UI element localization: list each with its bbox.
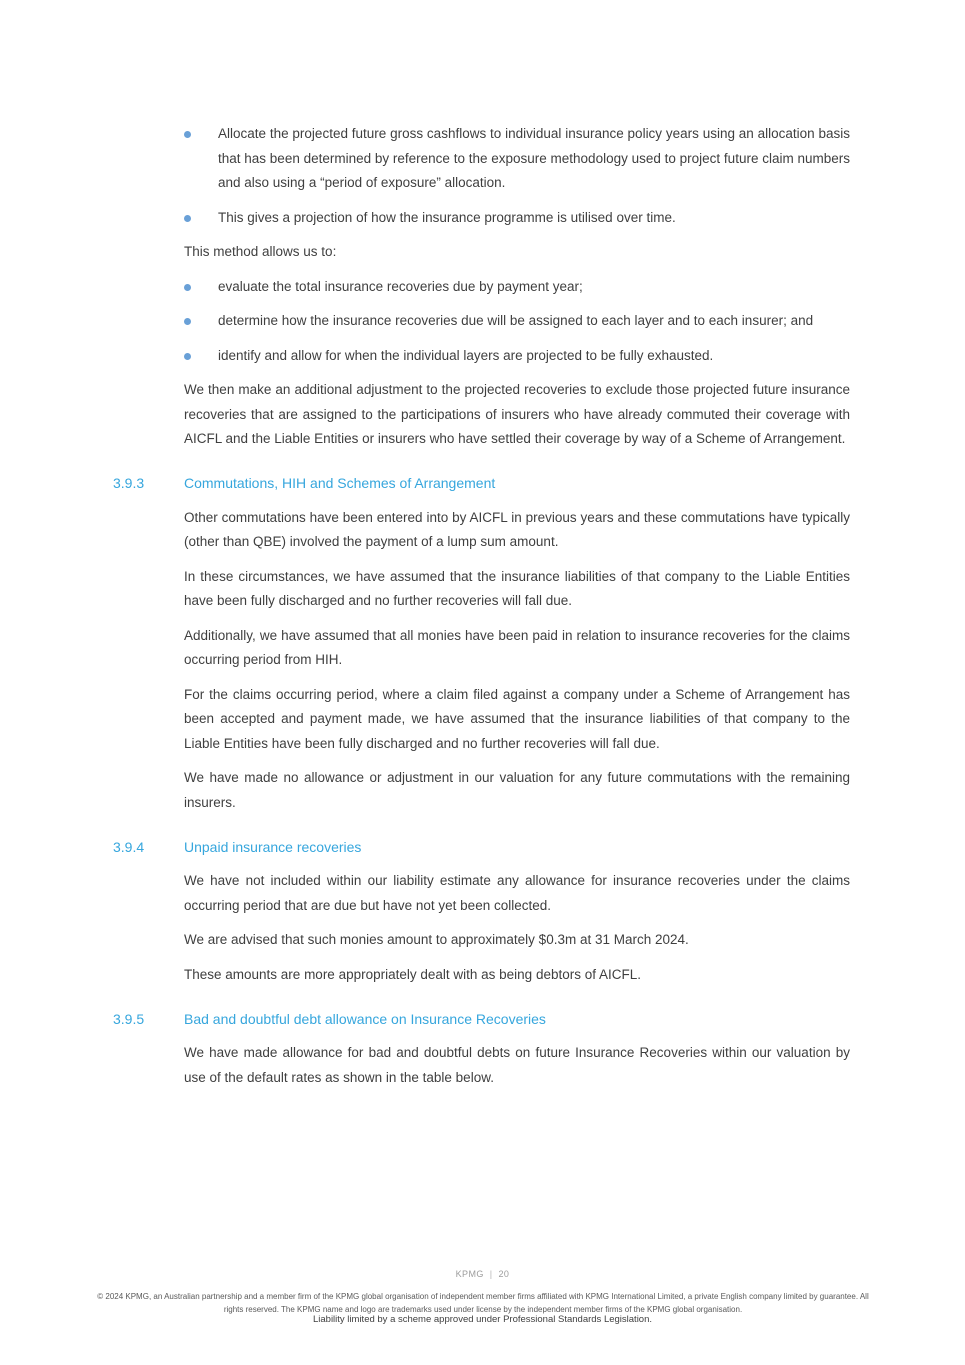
section-title: Commutations, HIH and Schemes of Arrangement (184, 475, 496, 491)
section-number: 3.9.5 (113, 1010, 145, 1027)
footer-liability: Liability limited by a scheme approved under Professional Standards Legislation. (312, 1314, 653, 1325)
section-title: Bad and doubtful debt allowance on Insurance Recoveries (184, 1010, 546, 1027)
bullet-icon (184, 284, 191, 291)
paragraph: For the claims occurring period, where a claim filed against a company under a Scheme of Arrangement has been accepted and payment made, we have assumed that the insurance liabilities of that company to the Liable Entities have been fully discharged and no further recoveries will fall due. (184, 686, 850, 751)
paragraph: We have made no allowance or adjustment in our valuation for any future commutations with the remaining insurers. (184, 770, 850, 810)
bullet-item (184, 122, 850, 196)
footer-separator: | (489, 1269, 493, 1279)
paragraph-lead: This method allows us to: (184, 244, 337, 259)
section-heading-3-9-5 (113, 1007, 850, 1032)
page-footer-pagemark (0, 1268, 965, 1280)
bullet-text: determine how the insurance recoveries due will be assigned to each layer and to each insurer; and (218, 313, 814, 328)
bullet-text: evaluate the total insurance recoveries due by payment year; (218, 278, 583, 294)
paragraph: In these circumstances, we have assumed that the insurance liabilities of that company to the Liable Entities have been fully discharged and no further recoveries will fall due. (184, 568, 850, 608)
bullet-text: identify and allow for when the individual layers are projected to be fully exhausted. (218, 347, 714, 363)
bullet-icon (184, 131, 191, 138)
bullet-text: This gives a projection of how the insurance programme is utilised over time. (218, 209, 676, 225)
bullet-item (184, 309, 850, 334)
bullet-text: Allocate the projected future gross cashflows to individual insurance policy years using an allocation basis that has been determined by reference to the exposure methodology used to project future claim numbers and also using a “period of exposure” allocation. (218, 126, 850, 190)
section-number: 3.9.3 (113, 475, 145, 491)
paragraph: Other commutations have been entered into by AICFL in previous years and these commutations have typically (other than QBE) involved the payment of a lump sum amount. (184, 509, 850, 549)
bullet-item (184, 344, 850, 369)
footer-copyright: © 2024 KPMG, an Australian partnership and a member firm of the KPMG global organisation of independent member firms affiliated with KPMG International Limited, a private English company limited by guarantee. All rights reserved. The KPMG name and logo are trademarks used under license by the independent member firms of the KPMG global organisation. (97, 1292, 869, 1314)
section-heading-3-9-3 (113, 471, 850, 496)
bullet-icon (184, 318, 191, 325)
bullet-icon (184, 215, 191, 222)
bullet-item (184, 206, 850, 231)
section-number: 3.9.4 (113, 838, 145, 855)
section-title: Unpaid insurance recoveries (184, 838, 362, 855)
paragraph: We have made allowance for bad and doubtful debts on future Insurance Recoveries within our valuation by use of the default rates as shown in the table below. (184, 1045, 850, 1085)
document-page-content (113, 122, 850, 1090)
section-heading-3-9-4 (113, 835, 850, 860)
footer-page-number: 20 (498, 1269, 510, 1279)
footer-brand: KPMG (455, 1269, 484, 1279)
paragraph: We then make an additional adjustment to the projected recoveries to exclude those projected future insurance recoveries that are assigned to the participations of insurers who have already commuted their coverage with AICFL and the Liable Entities or insurers who have settled their coverage by way of a Scheme of Arrangement. (184, 382, 850, 446)
bullet-icon (184, 353, 191, 360)
paragraph: We are advised that such monies amount to approximately $0.3m at 31 March 2024. (184, 932, 689, 947)
paragraph: These amounts are more appropriately dealt with as being debtors of AICFL. (184, 966, 641, 982)
bullet-item (184, 275, 850, 300)
paragraph: We have not included within our liability estimate any allowance for insurance recoveries under the claims occurring period that are due but have not yet been collected. (184, 873, 850, 913)
paragraph: Additionally, we have assumed that all monies have been paid in relation to insurance recoveries for the claims occurring period from HIH. (184, 627, 850, 667)
